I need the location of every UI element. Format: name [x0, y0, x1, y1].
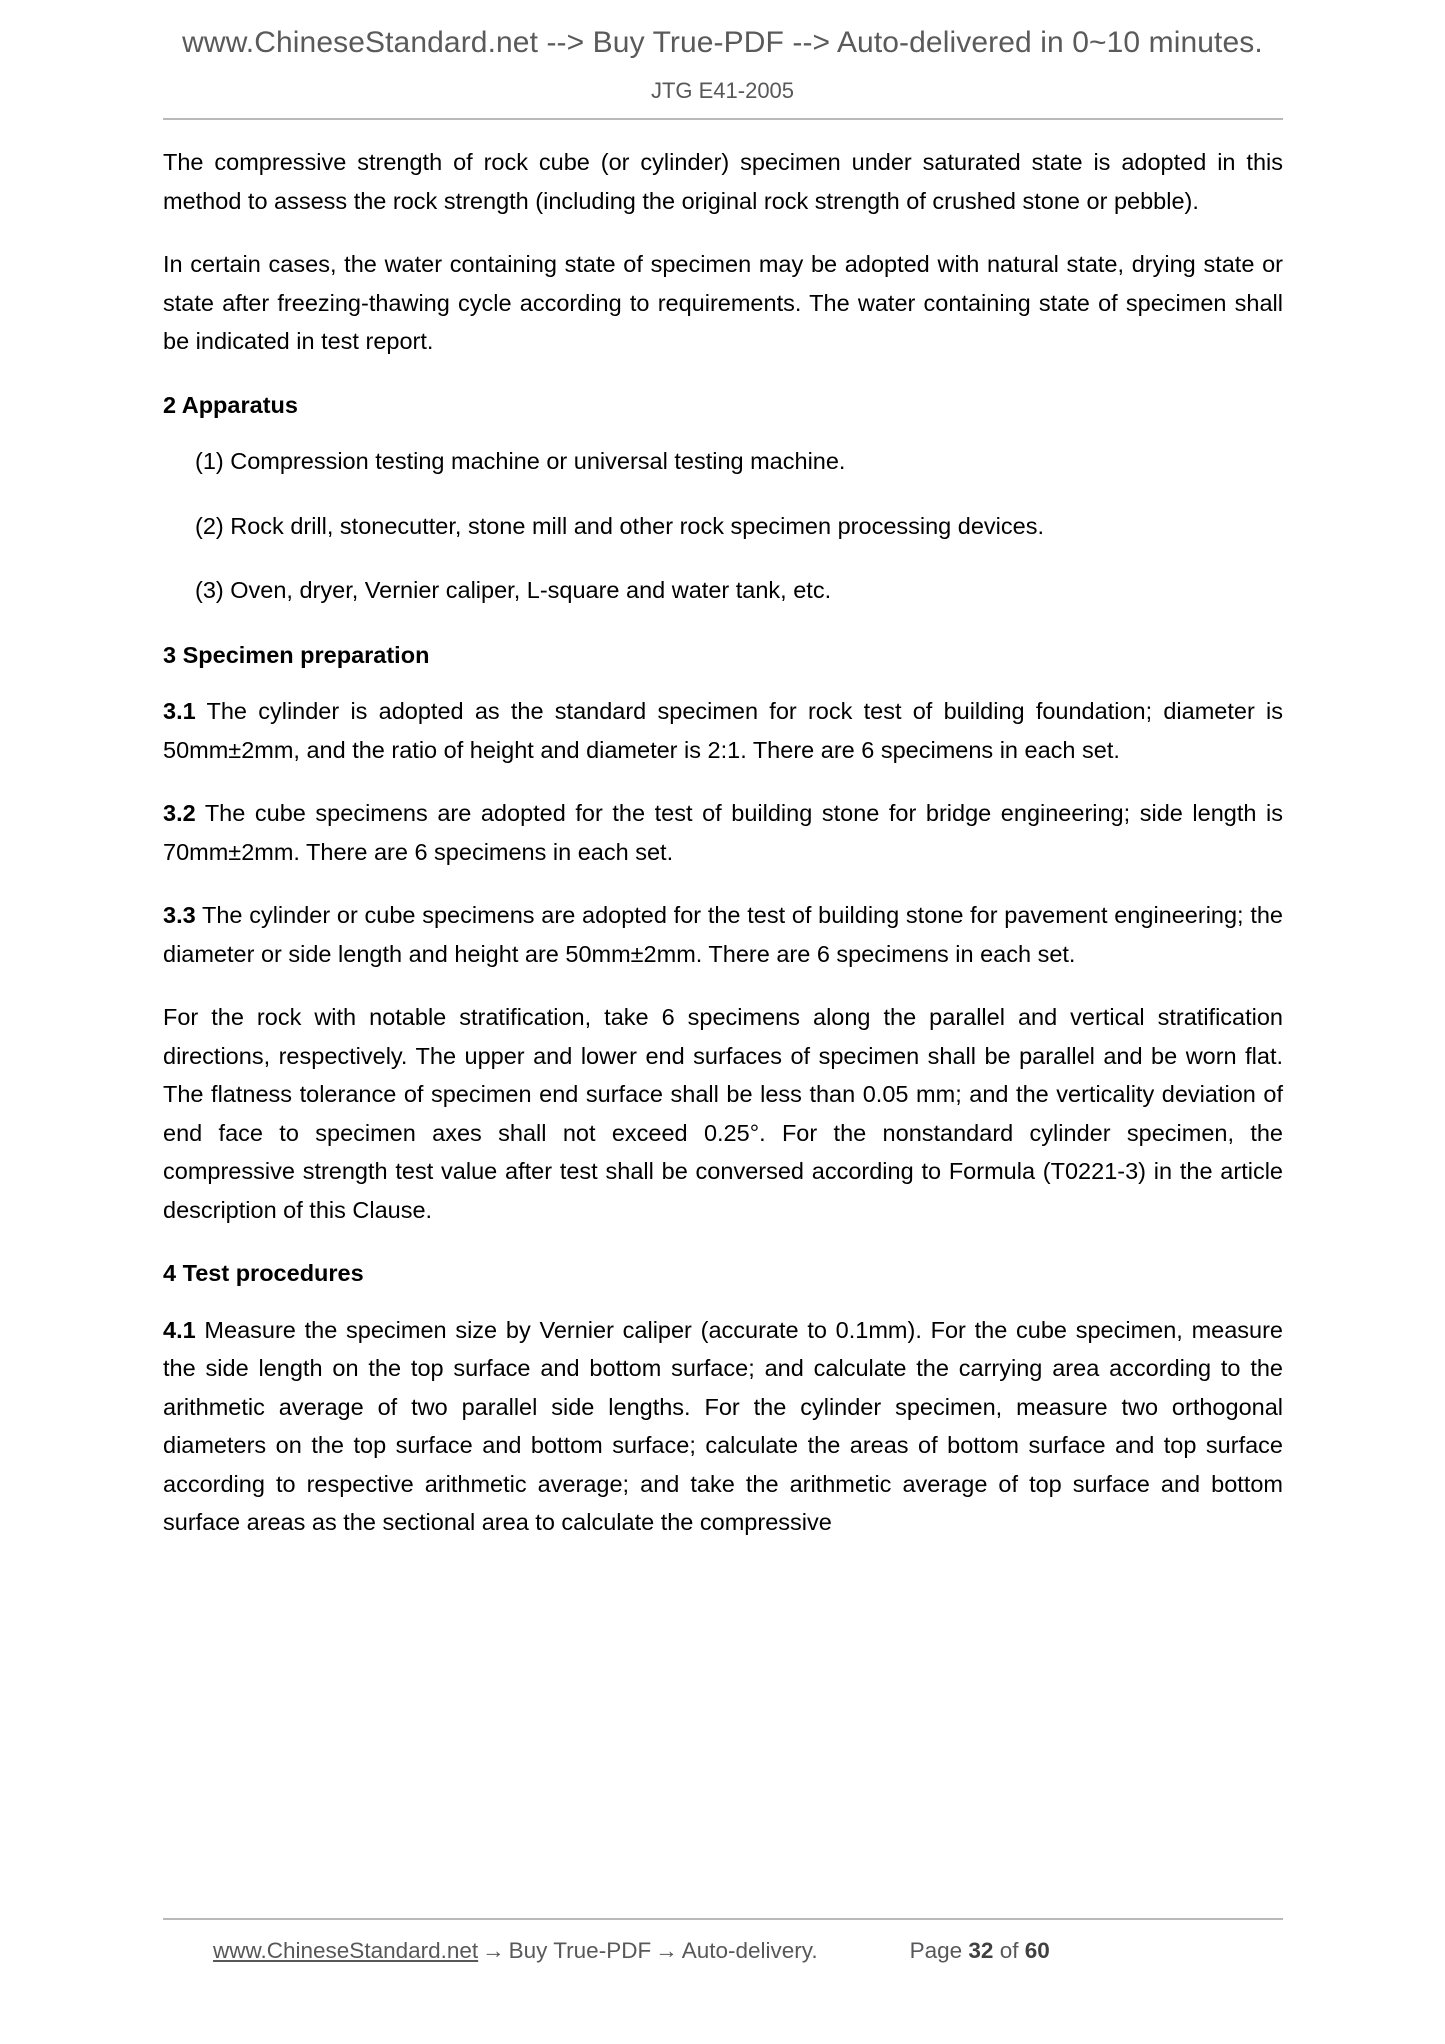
- page-footer: [163, 1938, 1283, 1964]
- clause-3-1: [163, 692, 1283, 769]
- running-head-standard-code: JTG E41-2005: [650, 78, 795, 103]
- paragraph-intro-2: In certain cases, the water containing state of specimen may be adopted with natural state, drying state or state after freezing-thawing cycle according to requirements. The water containing state of specimen shall be indicated in test report.: [163, 251, 1283, 354]
- promo-banner: www.ChineseStandard.net --> Buy True-PDF --> Auto-delivered in 0~10 minutes.: [182, 26, 1263, 59]
- clause-number: 3.1: [163, 698, 196, 724]
- footer-buy-label: Buy True-PDF: [508, 1938, 652, 1963]
- paragraph-intro-1: The compressive strength of rock cube (or cylinder) specimen under saturated state is adopted in this method to assess the rock strength (including the original rock strength of crushed stone or pebble).: [163, 149, 1283, 214]
- footer-promo: [213, 1938, 818, 1964]
- list-item: (2) Rock drill, stonecutter, stone mill and other rock specimen processing devices.: [195, 512, 1044, 539]
- document-body: [163, 143, 1283, 1542]
- heading-2-apparatus: 2 Apparatus: [163, 391, 298, 418]
- clause-text: Measure the specimen size by Vernier caliper (accurate to 0.1mm). For the cube specimen, measure the side length on the top surface and bottom surface; and calculate the carrying area according to the arithmetic average of two parallel side lengths. For the cylinder specimen, measure two orthogonal diameters on the top surface and bottom surface; calculate the areas of bottom surface and top surface according to respective arithmetic average; and take the arithmetic average of top surface and bottom surface areas as the sectional area to calculate the compressive: [163, 1316, 1283, 1535]
- list-item: (3) Oven, dryer, Vernier caliper, L-square and water tank, etc.: [195, 577, 832, 603]
- clause-text: The cylinder or cube specimens are adopted for the test of building stone for pavement engineering; the diameter or side length and height are 50mm±2mm. There are 6 specimens in each set.: [163, 902, 1283, 967]
- arrow-right-icon: →: [482, 1938, 505, 1963]
- page-number: 32: [968, 1938, 994, 1963]
- total-pages: 60: [1024, 1938, 1050, 1963]
- footer-divider: [163, 1918, 1283, 1920]
- clause-4-1: [163, 1311, 1283, 1542]
- list-item: (1) Compression testing machine or universal testing machine.: [195, 448, 846, 474]
- clause-number: 4.1: [163, 1316, 196, 1343]
- clause-number: 3.2: [163, 800, 196, 826]
- heading-3-specimen-preparation: 3 Specimen preparation: [163, 641, 430, 668]
- heading-4-test-procedures: 4 Test procedures: [163, 1260, 364, 1286]
- page-indicator: [910, 1938, 1050, 1964]
- page-label: Page: [909, 1938, 963, 1963]
- header-divider: [163, 118, 1283, 120]
- footer-delivery-label: Auto-delivery.: [681, 1938, 818, 1963]
- clause-text: The cube specimens are adopted for the test of building stone for bridge engineering; side length is 70mm±2mm. There are 6 specimens in each set.: [163, 800, 1283, 865]
- clause-3-3: [163, 896, 1283, 973]
- footer-site-link[interactable]: www.ChineseStandard.net: [213, 1938, 479, 1963]
- clause-text: The cylinder is adopted as the standard specimen for rock test of building foundation; diameter is 50mm±2mm, and the ratio of height and diameter is 2:1. There are 6 specimens in each set.: [163, 698, 1283, 763]
- of-label: of: [999, 1938, 1019, 1963]
- paragraph-stratification: For the rock with notable stratification, take 6 specimens along the parallel and vertical stratification directions, respectively. The upper and lower end surfaces of specimen shall be parallel and be worn flat. The flatness tolerance of specimen end surface shall be less than 0.05 mm; and the verticality deviation of end face to specimen axes shall not exceed 0.25°. For the nonstandard cylinder specimen, the compressive strength test value after test shall be conversed according to Formula (T0221-3) in the article description of this Clause.: [163, 1004, 1283, 1223]
- arrow-right-icon: →: [655, 1938, 678, 1963]
- clause-number: 3.3: [163, 902, 196, 928]
- clause-3-2: [163, 794, 1283, 871]
